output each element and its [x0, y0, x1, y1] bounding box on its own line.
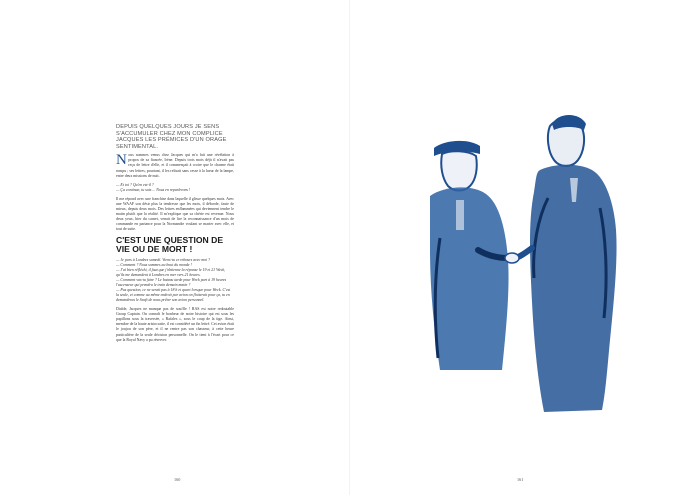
dialogue-line: — J'ai bien réfléchi, il faut que j'obtienne la réponse le 19 et 21 Weck, qu'ils me demandent à Londres en mer vers 21 heures.: [116, 267, 226, 277]
right-figure: [510, 115, 617, 412]
dialogue-line: — Je pars à Londres samedi. Viens-tu ce rebours avec moi ?: [116, 257, 211, 262]
dialogue-line: — Et toi ? Qu'en est-il ?: [116, 182, 154, 187]
watercolor-illustration-two-airmen: [420, 88, 630, 428]
right-page: [350, 0, 700, 495]
left-figure-head: [441, 151, 477, 190]
left-figure-coat: [430, 187, 509, 370]
page-number-right: 161: [517, 477, 524, 482]
chapter-kicker: DEPUIS QUELQUES JOURS JE SENS S'ACCUMULER CHEZ MON COMPLICE JACQUES LES PRÉMICES D'UN ORAGE SENTIMENTAL.: [116, 124, 227, 150]
section-headline: C'EST UNE QUESTION DE VIE OU DE MORT !: [116, 235, 224, 255]
body-paragraph-2: Il me répond avec une franchise dans laquelle il glisse quelques mots. Avec une WAAF son désir plus la tendresse que les mots, il déborde, faute de mieux, depuis deux mois. Des lettres enflammées qui deviennent tendre le matin plutôt que la réalité. Il m'explique que sa chérie est revenue. Nous deux yeux, hier du carnet, venait de lire la reconnaissance d'un mois de commande en partance pour la Normandie voulant se marier avec elle, et tout de suite.: [116, 196, 234, 231]
left-figure: [430, 141, 519, 370]
hands-icon: [505, 253, 519, 263]
dialogue-line: — Ça continue, tu sais ... Nous en reparlerons !: [116, 187, 191, 192]
page-number-left: 160: [174, 477, 181, 482]
dialogue-line: — Comment ? Nous sommes au bout du monde !: [116, 262, 192, 267]
dialogue-line: — Pas question, ce ne serait pas à 18 h et quart lorsque pour Weck. C'est la seule, et comme au même endroit par avion on flotterait pour ça, tu en demanderas le Seaft de nous prêter son avion personnel.: [116, 288, 231, 303]
text-column: [116, 124, 234, 347]
dialogue-block-1: [116, 183, 234, 193]
body-paragraph-1: Nous sommes venus chez Jacques qui m'a fait une révélation à propos de sa fiancée, Irène. Depuis trois mois déjà il n'avait pas reçu de lettre d'elle, et il commençait à croire que le charme était rompu ; ses lettres, pourtant, il les relisait sans cesse à la lueur de la lampe, entre deux missions de nuit.: [116, 152, 234, 178]
dialogue-line: — Comment vas-tu faire ? Le bateau tarde pour Weck part à 19 heures l'ascenseur qui prendra le train demain matin ?: [116, 278, 227, 288]
body-paragraph-3: Diable, Jacques ne manque pas de souffle ! RAS est notre redoutable Group Captain. On connaît le bonheur de notre histoire qui est sous les papillons sous la traversée, « Rafales », sous le coup de la tige. Ainsi, membre de la haute aristocratie, il est considéré un fin lettré. Cet avion était le joujou de son père, et il ne rentre pas son chasseur, à cette heure particulière de la seule décision personnelle. On le tient à l'écart pour ce que la Royal Navy a pu réserver.: [116, 307, 234, 342]
dialogue-block-2: [116, 258, 234, 303]
